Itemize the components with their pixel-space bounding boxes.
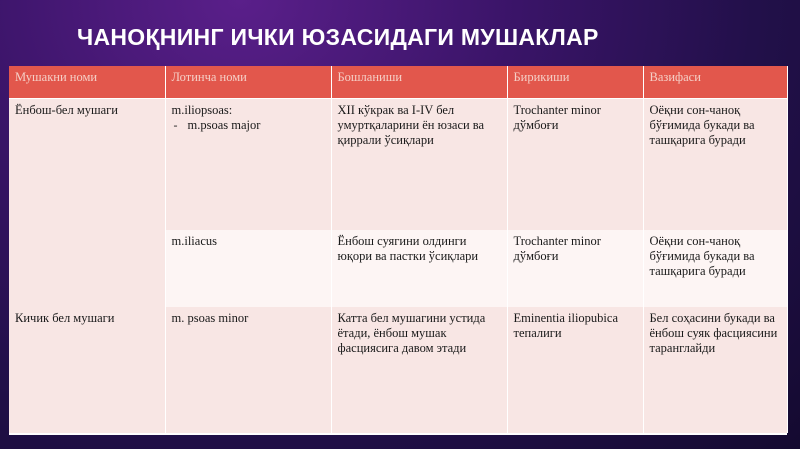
header-insertion: Бирикиши	[507, 66, 643, 99]
table-header-row	[9, 66, 787, 99]
cell-insertion: Trochanter minor дўмбоғи	[507, 99, 643, 231]
latin-bullet-text: m.psoas major	[187, 118, 261, 132]
header-origin: Бошланиши	[331, 66, 507, 99]
cell-function: Оёқни сон-чаноқ бўғимида букади ва ташқарига буради	[643, 230, 787, 307]
cell-function: Бел соҳасини букади ва ёнбош суяк фасциясини таранглайди	[643, 307, 787, 433]
table-row	[9, 307, 787, 433]
muscle-table-container	[9, 66, 787, 435]
muscle-table	[9, 66, 788, 433]
cell-origin: XII кўкрак ва I-IV бел умуртқаларини ён юзаси ва қиррали ўсиқлари	[331, 99, 507, 231]
cell-muscle-name: Ёнбош-бел мушаги	[9, 99, 165, 308]
header-muscle-name: Мушакни номи	[9, 66, 165, 99]
cell-latin-name: m. psoas minor	[165, 307, 331, 433]
cell-origin: Ёнбош суягини олдинги юқори ва пастки ўсиқлари	[331, 230, 507, 307]
cell-origin: Катта бел мушагини устида ётади, ёнбош мушак фасциясига давом этади	[331, 307, 507, 433]
header-function: Вазифаси	[643, 66, 787, 99]
table-row	[9, 99, 787, 231]
latin-name-text: m.iliopsoas:	[171, 103, 233, 117]
bullet-dash-icon: -	[173, 118, 178, 132]
cell-latin-name: m.iliacus	[165, 230, 331, 307]
cell-insertion: Trochanter minor дўмбоғи	[507, 230, 643, 307]
cell-latin-name	[165, 99, 331, 231]
cell-function: Оёқни сон-чаноқ бўғимида букади ва ташқарига буради	[643, 99, 787, 231]
cell-insertion: Eminentia iliopubica тепалиги	[507, 307, 643, 433]
header-latin-name: Лотинча номи	[165, 66, 331, 99]
latin-bullet-item	[172, 118, 325, 133]
cell-muscle-name: Кичик бел мушаги	[9, 307, 165, 433]
slide-title: ЧАНОҚНИНГ ИЧКИ ЮЗАСИДАГИ МУШАКЛАР	[77, 24, 599, 50]
